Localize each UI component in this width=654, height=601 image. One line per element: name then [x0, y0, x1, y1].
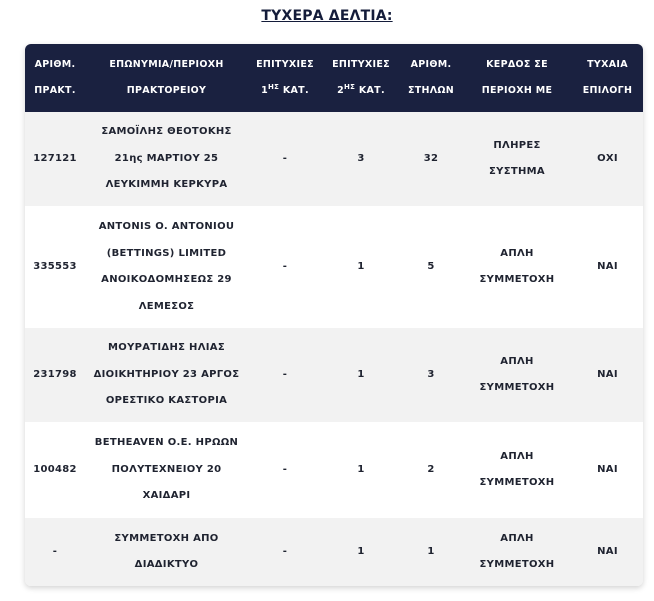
cell-prize-type: ΑΠΛΗ ΣΥΜΜΕΤΟΧΗ [479, 355, 555, 393]
cell-random-pick: ΝΑΙ [597, 463, 618, 475]
cell-columns-count: 3 [427, 368, 435, 380]
cell-second-category: 1 [357, 260, 365, 272]
header-agency-name-area: ΕΠΩΝΥΜΙΑ/ΠΕΡΙΟΧΗ ΠΡΑΚΤΟΡΕΙΟΥ [109, 59, 224, 96]
cell-second-category: 1 [357, 463, 365, 475]
cell-second-category: 3 [357, 152, 365, 164]
cell-random-pick: ΝΑΙ [597, 260, 618, 272]
cell-columns-count: 2 [427, 463, 435, 475]
cell-agency-name: ΣΑΜΟΪΛΗΣ ΘΕΟΤΟΚΗΣ 21ης ΜΑΡΤΙΟΥ 25 ΛΕΥΚΙΜΜΗ ΚΕΡΚΥΡΑ [101, 126, 232, 191]
cell-columns-count: 5 [427, 260, 435, 272]
page-title: ΤΥΧΕΡΑ ΔΕΛΤΙΑ: [261, 8, 393, 24]
table-row [25, 328, 643, 422]
cell-agency-number: 100482 [33, 463, 77, 475]
header-random-pick: ΤΥΧΑΙΑ ΕΠΙΛΟΓΗ [582, 59, 633, 96]
cell-agency-number: - [52, 545, 58, 557]
cell-first-category: - [282, 368, 288, 380]
cell-columns-count: 32 [423, 152, 439, 164]
cell-first-category: - [282, 260, 288, 272]
cell-prize-type: ΑΠΛΗ ΣΥΜΜΕΤΟΧΗ [479, 247, 555, 285]
header-second-category-wins: ΕΠΙΤΥΧΙΕΣ $2^{H\Sigma}$ ΚΑΤ. [332, 59, 390, 96]
cell-prize-type: ΑΠΛΗ ΣΥΜΜΕΤΟΧΗ [479, 532, 555, 570]
cell-random-pick: ΝΑΙ [597, 368, 618, 380]
winning-tickets-table-wrapper [25, 44, 643, 586]
table-row [25, 518, 643, 586]
cell-first-category: - [282, 463, 288, 475]
cell-first-category: - [282, 152, 288, 164]
cell-second-category: 1 [357, 368, 365, 380]
cell-agency-number: 231798 [33, 368, 77, 380]
table-row [25, 422, 643, 518]
cell-agency-name: ΜΟΥΡΑΤΙΔΗΣ ΗΛΙΑΣ ΔΙΟΙΚΗΤΗΡΙΟΥ 23 ΑΡΓΟΣ ΟΡΕΣΤΙΚΟ ΚΑΣΤΟΡΙΑ [93, 342, 240, 407]
cell-prize-type: ΠΛΗΡΕΣ ΣΥΣΤΗΜΑ [489, 139, 545, 177]
header-first-category-wins: ΕΠΙΤΥΧΙΕΣ $1^{H\Sigma}$ ΚΑΤ. [256, 59, 314, 96]
winning-tickets-table [25, 44, 643, 586]
cell-random-pick: ΟΧΙ [597, 152, 618, 164]
header-agency-number: ΑΡΙΘΜ. ΠΡΑΚΤ. [34, 59, 76, 96]
cell-second-category: 1 [357, 545, 365, 557]
cell-agency-number: 127121 [33, 152, 77, 164]
cell-prize-type: ΑΠΛΗ ΣΥΜΜΕΤΟΧΗ [479, 450, 555, 488]
cell-columns-count: 1 [427, 545, 435, 557]
cell-agency-name: ANTONIS O. ANTONIOU (BETTINGS) LIMITED ΑΝΟΙΚΟΔΟΜΗΣΕΩΣ 29 ΛΕΜΕΣΟΣ [98, 221, 235, 312]
cell-random-pick: ΝΑΙ [597, 545, 618, 557]
header-columns-count: ΑΡΙΘΜ. ΣΤΗΛΩΝ [407, 59, 455, 96]
header-prize-type: ΚΕΡΔΟΣ ΣΕ ΠΕΡΙΟΧΗ ΜΕ [481, 59, 553, 96]
cell-agency-name: BETHEAVEN Ο.Ε. ΗΡΩΩΝ ΠΟΛΥΤΕΧΝΕΙΟΥ 20 ΧΑΙΔΑΡΙ [94, 437, 239, 502]
cell-first-category: - [282, 545, 288, 557]
cell-agency-name: ΣΥΜΜΕΤΟΧΗ ΑΠΟ ΔΙΑΔΙΚΤΥΟ [114, 532, 219, 570]
cell-agency-number: 335553 [33, 260, 77, 272]
table-header-row [25, 44, 643, 112]
table-row [25, 112, 643, 206]
table-row [25, 206, 643, 328]
